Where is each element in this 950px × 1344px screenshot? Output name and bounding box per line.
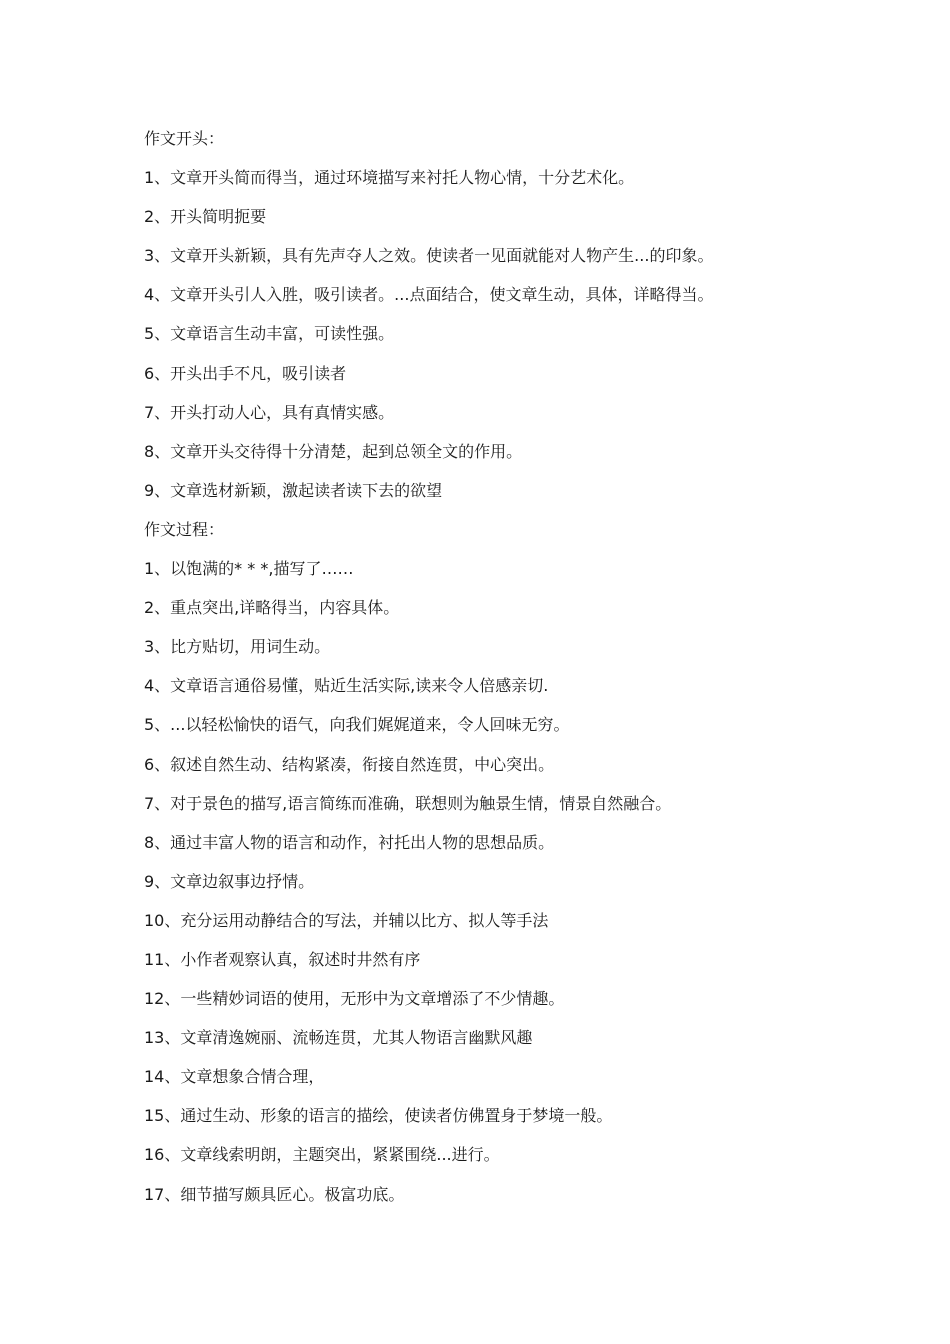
list-item: 15、通过生动、形象的语言的描绘，使读者仿佛置身于梦境一般。 — [144, 1106, 613, 1126]
list-item: 6、开头出手不凡，吸引读者 — [144, 363, 347, 383]
list-item: 5、...以轻松愉快的语气，向我们娓娓道来，令人回味无穷。 — [144, 715, 570, 735]
document-body — [144, 124, 904, 1219]
section-heading-process: 作文过程： — [144, 519, 225, 539]
list-item: 6、叙述自然生动、结构紧凑，衔接自然连贯，中心突出。 — [144, 754, 555, 774]
list-item: 4、文章语言通俗易懂，贴近生活实际,读来令人倍感亲切. — [144, 676, 549, 696]
list-item: 8、文章开头交待得十分清楚，起到总领全文的作用。 — [144, 441, 523, 461]
opening-list — [144, 163, 904, 515]
list-item: 7、对于景色的描写,语言简练而准确，联想则为触景生情，情景自然融合。 — [144, 793, 672, 813]
list-item: 17、细节描写颇具匠心。极富功底。 — [144, 1184, 405, 1204]
list-item: 2、重点突出,详略得当，内容具体。 — [144, 598, 400, 618]
list-item: 12、一些精妙词语的使用，无形中为文章增添了不少情趣。 — [144, 989, 565, 1009]
list-item: 3、比方贴切，用词生动。 — [144, 637, 331, 657]
list-item: 5、文章语言生动丰富，可读性强。 — [144, 324, 395, 344]
list-item: 7、开头打动人心，具有真情实感。 — [144, 402, 395, 422]
process-list — [144, 554, 904, 1219]
list-item: 4、文章开头引人入胜，吸引读者。...点面结合，使文章生动，具体，详略得当。 — [144, 285, 714, 305]
list-item: 11、小作者观察认真，叙述时井然有序 — [144, 949, 421, 969]
list-item: 14、文章想象合情合理， — [144, 1067, 325, 1087]
list-item: 13、文章清逸婉丽、流畅连贯，尤其人物语言幽默风趣 — [144, 1028, 533, 1048]
list-item: 1、以饱满的* * *,描写了…… — [144, 559, 354, 579]
list-item: 1、文章开头简而得当，通过环境描写来衬托人物心情，十分艺术化。 — [144, 168, 635, 188]
list-item: 2、开头简明扼要 — [144, 207, 267, 227]
list-item: 3、文章开头新颖，具有先声夺人之效。使读者一见面就能对人物产生...的印象。 — [144, 246, 714, 266]
list-item: 16、文章线索明朗，主题突出，紧紧围绕...进行。 — [144, 1145, 500, 1165]
list-item: 10、充分运用动静结合的写法，并辅以比方、拟人等手法 — [144, 910, 549, 930]
list-item: 8、通过丰富人物的语言和动作，衬托出人物的思想品质。 — [144, 832, 555, 852]
list-item: 9、文章边叙事边抒情。 — [144, 871, 315, 891]
list-item: 9、文章选材新颖，激起读者读下去的欲望 — [144, 480, 443, 500]
section-heading-opening: 作文开头： — [144, 129, 225, 148]
